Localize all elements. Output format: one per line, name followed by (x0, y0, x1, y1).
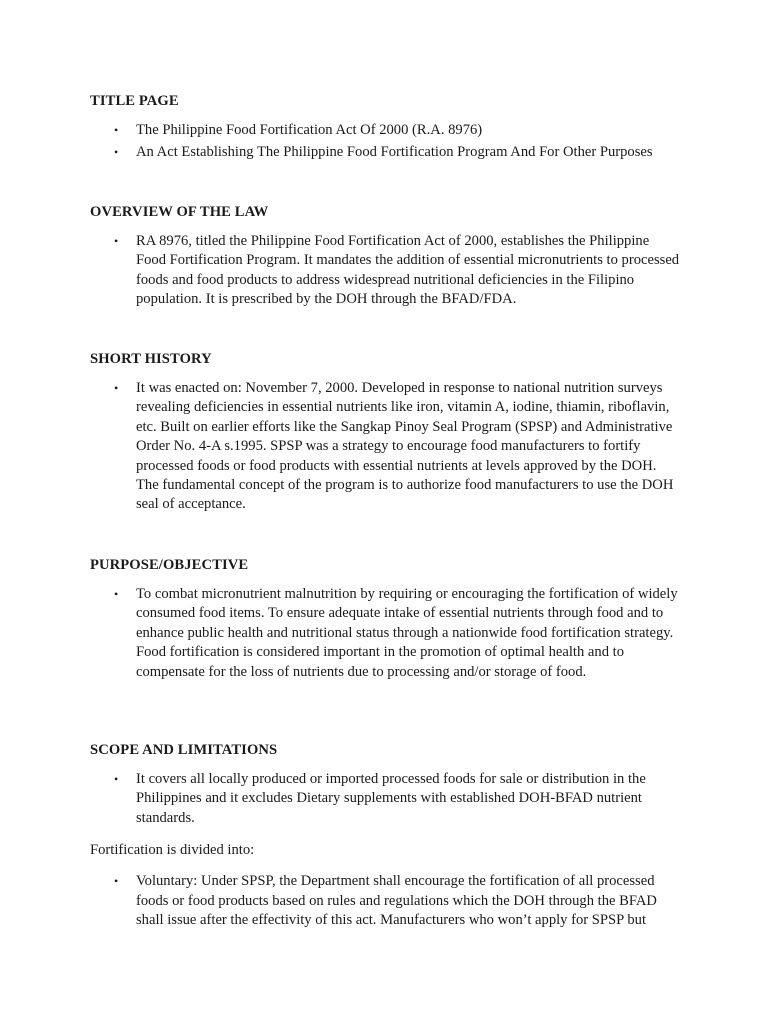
list-item (90, 143, 680, 162)
fortification-intro: Fortification is divided into: (90, 842, 255, 858)
list-item-text: It was enacted on: November 7, 2000. Developed in response to national nutrition surveys revealing deficiencies in essential nutrients like iron, vitamin A, iodine, thiamin, riboflavin, etc. Built on earlier efforts like the Sangkap Pinoy Seal Program (SPSP) and Administrative Order No. 4-A s.1995. SPSP was a strategy to encourage food manufacturers to fortify processed foods or food products with essential nutrients at levels approved by the DOH. The fundamental concept of the program is to authorize food manufacturers to use the DOH seal of acceptance. (136, 380, 674, 513)
bullet-icon: • (114, 381, 119, 395)
list-item (90, 379, 680, 515)
list-item-text: Voluntary: Under SPSP, the Department shall encourage the fortification of all processed foods or food products based on rules and regulations which the DOH through the BFAD shall issue after the effectivity of this act. Manufacturers who won’t apply for SPSP but (136, 873, 657, 929)
list-item-text: It covers all locally produced or imported processed foods for sale or distribution in the Philippines and it excludes Dietary supplements with established DOH-BFAD nutrient standards. (136, 771, 646, 826)
section-scope (90, 741, 680, 831)
bullet-list (90, 232, 680, 310)
section-heading: OVERVIEW OF THE LAW (90, 204, 269, 220)
section-title-page (90, 92, 680, 166)
bullet-icon: • (114, 587, 119, 601)
list-item (90, 585, 680, 682)
list-item-text: RA 8976, titled the Philippine Food Fortification Act of 2000, establishes the Philippine Food Fortification Program. It mandates the addition of essential micronutrients to processed foods and food products to address widespread nutritional deficiencies in the Filipino population. It is prescribed by the DOH through the BFAD/FDA. (136, 233, 680, 308)
list-item-text: The Philippine Food Fortification Act Of 2000 (R.A. 8976) (136, 122, 483, 138)
section-short-history (90, 350, 680, 518)
bullet-list (90, 872, 680, 930)
list-item (90, 872, 680, 930)
bullet-icon: • (114, 772, 119, 786)
bullet-list (90, 770, 680, 828)
list-item-text: An Act Establishing The Philippine Food Fortification Program And For Other Purposes (136, 144, 653, 161)
list-item (90, 770, 680, 828)
list-item (90, 121, 680, 140)
section-heading: SHORT HISTORY (90, 351, 212, 367)
section-purpose (90, 556, 680, 685)
bullet-list (90, 585, 680, 682)
section-heading: PURPOSE/OBJECTIVE (90, 557, 249, 573)
section-heading: TITLE PAGE (90, 93, 179, 109)
section-fortification-types (90, 841, 680, 934)
bullet-icon: • (114, 123, 119, 137)
bullet-list (90, 379, 680, 515)
bullet-icon: • (114, 145, 119, 160)
bullet-icon: • (114, 234, 119, 248)
list-item-text: To combat micronutrient malnutrition by requiring or encouraging the fortification of widely consumed food items. To ensure adequate intake of essential nutrients through food and to enhance public health and nutritional status through a nationwide food fortification strategy. Food fortification is considered important in the promotion of optimal health and to compensate for the loss of nutrients due to processing and/or storage of food. (136, 586, 678, 680)
list-item (90, 232, 680, 310)
bullet-list (90, 121, 680, 163)
section-overview (90, 203, 680, 313)
bullet-icon: • (114, 874, 119, 889)
section-heading: SCOPE AND LIMITATIONS (90, 742, 278, 758)
